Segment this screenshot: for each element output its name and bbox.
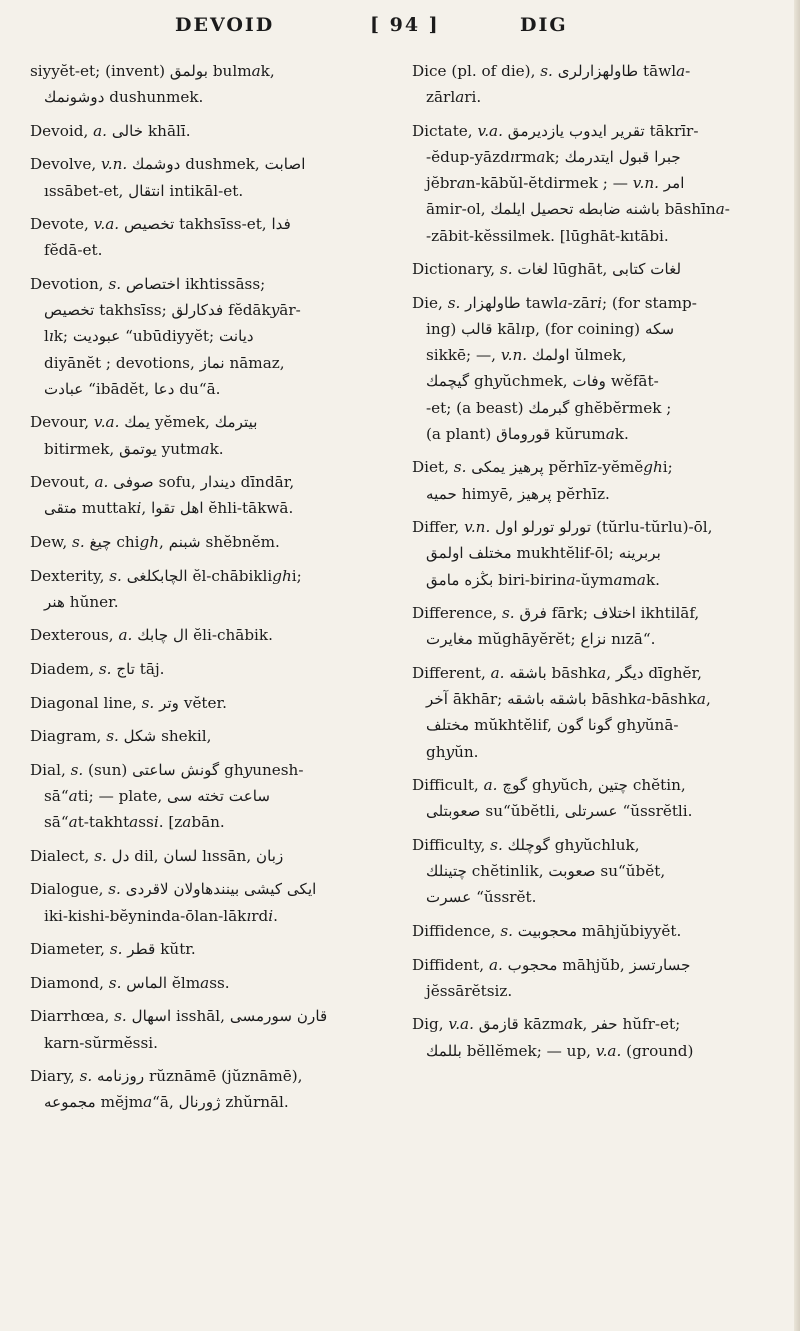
dictionary-entry [30, 970, 382, 996]
dictionary-entry [30, 469, 382, 521]
entry-continuation: مجموعه mĕjma“ā, ژورنال zhŭrnāl. [44, 1093, 289, 1112]
entry-line: Dialect, s. دل dil, لسان lıssān, زبان [30, 846, 284, 865]
entry-continuation: حميه himyē, پرهيز pĕrhīz. [426, 484, 610, 503]
entry-line: Diary, s. روزنامه rŭznāmē (jŭznāmē), [30, 1067, 303, 1086]
entry-line: Dial, s. (sun) گونش ساعتى ghyunesh- [30, 760, 304, 779]
dictionary-entry [30, 1063, 382, 1115]
entry-line: Devout, a. صوفى sofu, ديندار dīndār, [30, 473, 295, 492]
entry-line: Differ, v.n. تورلو تورلو اول (tŭrlu-tŭrlu)-ōl, [412, 518, 713, 537]
entry-continuation: بڭزه مامق biri-birina-ŭymamak. [426, 570, 661, 589]
left-column [30, 58, 382, 1317]
dictionary-entry [30, 876, 382, 928]
entry-continuation: ıssābet-et, انتقال intikāl-et. [44, 181, 244, 200]
entry-line: Diffidence, s. محجوبيت māhjŭbiyyĕt. [412, 922, 682, 940]
entry-continuation: -et; (a beast) گبرمك ghĕbĕrmek ; [426, 398, 672, 417]
entry-line: Devour, v.a. يمك yĕmek, بيترمك [30, 413, 258, 432]
dictionary-entry [30, 757, 382, 836]
dictionary-entry [30, 529, 382, 555]
entry-continuation: تخصيص takhsīss; فدكارلق fĕdākyār- [44, 301, 301, 320]
dictionary-entry [30, 656, 382, 682]
dictionary-entry [30, 409, 382, 461]
entry-line: Diffident, a. محجوب māhjŭb, جسارتسز [412, 955, 691, 974]
entry-line: Dice (pl. of die), s. طاولهزارلرى tāwla- [412, 62, 691, 80]
entry-continuation: گيچمك ghyŭchmek, وفات wĕfāt- [426, 372, 659, 391]
entry-line: Diamond, s. الماس ĕlmass. [30, 973, 230, 992]
entry-continuation: -zābit-kĕssilmek. [lūghāt-kıtābi. [426, 226, 669, 245]
entry-line: Diagram, s. شكل shekil, [30, 727, 212, 746]
running-head-right: DIG [520, 14, 568, 36]
entry-line: Difference, s. فرق fārk; اختلاف ikhtilāf, [412, 604, 700, 623]
entry-continuation: متقى muttaki, اهل تقوا ĕhli-tākwā. [44, 499, 294, 518]
entry-continuation: عسرت “ŭssrĕt. [426, 888, 537, 907]
page-number: [ 94 ] [370, 14, 440, 36]
entry-line: Devote, v.a. تخصيص takhsīss-et, فدا [30, 215, 291, 234]
dictionary-entry [30, 563, 382, 615]
entry-line: siyyĕt-et; (invent) بولمق bulmak, [30, 62, 275, 80]
entry-continuation: sā“at-takhtassi. [zabān. [44, 813, 225, 832]
dictionary-entry [30, 843, 382, 869]
dictionary-entry [30, 622, 382, 648]
dictionary-entry [30, 58, 382, 110]
entry-line: Dictate, v.a. تقرير ايدوب يازديرمق tākrīr- [412, 121, 699, 140]
entry-continuation: bitirmek, يوتمق yutmak. [44, 439, 224, 458]
dictionary-entry [412, 1011, 784, 1063]
entry-line: Dialogue, s. ايكى كيشى بينندهاولان لاقردى [30, 880, 317, 899]
dictionary-entry [412, 454, 784, 506]
dictionary-entry [412, 256, 784, 282]
dictionary-entry [412, 952, 784, 1004]
entry-continuation: مختلف اولمق mukhtĕlif-ōl; بربرينه [426, 544, 661, 563]
dictionary-entry [30, 723, 382, 749]
entry-continuation: āmir-ol, باشنه ضابطه تحصيل ايلمك bāshīna- [426, 200, 730, 219]
entry-continuation: چتينلك chĕtinlik, صعوبت su“ŭbĕt, [426, 862, 666, 881]
dictionary-entry [412, 918, 784, 944]
entry-line: Dexterity, s. الچابكلغى ĕl-chābiklighi; [30, 566, 302, 585]
entry-continuation: آخر ākhār; باشقه باشقه bāshka-bāshka, [426, 690, 711, 709]
entry-continuation: ing) قالب kālıp, (for coining) سكه [426, 320, 675, 338]
dictionary-entry [30, 690, 382, 716]
entry-continuation: karn-sŭrmĕssi. [44, 1033, 158, 1052]
entry-line: Diadem, s. تاج tāj. [30, 659, 165, 678]
entry-line: Difficulty, s. گوچلك ghyŭchluk, [412, 836, 640, 854]
entry-continuation: sā“ati; — plate, ساعت تخته سى [44, 786, 271, 805]
entry-continuation: lık; عبوديت “ubūdiyyĕt; ديانت [44, 327, 254, 346]
entry-line: Diarrhœa, s. اسهال isshāl, قارن سورمسى [30, 1007, 328, 1026]
entry-line: Devoid, a. خالى khālī. [30, 121, 191, 140]
entry-continuation: صعوبتلى su“ŭbĕtli, عسرتلى “ŭssrĕtli. [426, 802, 693, 821]
entry-continuation: هنر hŭner. [44, 592, 119, 611]
dictionary-entry [412, 660, 784, 765]
entry-continuation: ghyŭn. [426, 742, 479, 761]
entry-continuation: diyānĕt ; devotions, نماز nāmaz, [44, 353, 285, 372]
entry-line: Dig, v.a. قازمق kāzmak, حفر hŭfr-et; [412, 1015, 681, 1034]
entry-continuation: sikkē; —, v.n. اولمك ŭlmek, [426, 346, 627, 365]
running-head-left: DEVOID [175, 14, 275, 36]
page-edge [794, 0, 800, 1331]
entry-continuation: fĕdā-et. [44, 241, 103, 260]
page-header [0, 8, 800, 48]
dictionary-entry [412, 290, 784, 447]
entry-continuation: مختلف mŭkhtĕlif, گونا گون ghyŭnā- [426, 716, 679, 735]
entry-continuation: عبادت “ibādĕt, دعا du“ā. [44, 379, 221, 398]
entry-continuation: مغايرت mŭghāyĕrĕt; نزاع nızā“. [426, 630, 656, 649]
dictionary-entry [412, 832, 784, 911]
entry-line: Die, s. طاولهزار tawla-zāri; (for stamp- [412, 293, 697, 312]
dictionary-entry [412, 118, 784, 249]
entry-line: Dexterous, a. ال چابك ĕli-chābik. [30, 626, 273, 645]
entry-line: Dew, s. چيغ chigh, شبنم shĕbnĕm. [30, 532, 280, 551]
entry-continuation: دوشونمك dushunmek. [44, 88, 204, 107]
entry-continuation: -ĕdup-yāzdırmak; جبرا قبول ايتدرمك [426, 148, 681, 166]
dictionary-entry [412, 600, 784, 652]
dictionary-entry [30, 211, 382, 263]
dictionary-entry [412, 772, 784, 824]
entry-line: Different, a. باشقه bāshka, ديگر dīghĕr, [412, 664, 702, 682]
entry-continuation: iki-kishi-bĕyninda-ōlan-lākırdi. [44, 906, 278, 925]
entry-continuation: بللمك bĕllĕmek; — up, v.a. (ground) [426, 1041, 694, 1060]
entry-line: Diameter, s. قطر kŭtr. [30, 940, 196, 959]
dictionary-entry [30, 936, 382, 962]
entry-line: Diet, s. پرهيز يمكى pĕrhīz-yĕmĕghi; [412, 458, 673, 477]
entry-line: Diagonal line, s. وتر vĕter. [30, 693, 227, 712]
dictionary-entry [30, 1003, 382, 1055]
dictionary-entry [412, 58, 784, 110]
dictionary-entry [30, 118, 382, 144]
entry-continuation: jĕbran-kābŭl-ĕtdirmek ; — v.n. امر [426, 174, 685, 193]
entry-continuation: zārlari. [426, 88, 482, 107]
entry-line: Difficult, a. گوچ ghyŭch, چتين chĕtin, [412, 776, 686, 795]
entry-line: Devotion, s. اختصاص ikhtissāss; [30, 274, 266, 293]
entry-line: Devolve, v.n. دوشمك dushmek, اصابت [30, 155, 306, 174]
entry-continuation: jĕssārĕtsiz. [426, 981, 513, 1000]
entry-continuation: (a plant) قوروماق kŭrumak. [426, 424, 629, 443]
dictionary-entry [30, 271, 382, 402]
right-column [412, 58, 784, 1317]
dictionary-entry [412, 514, 784, 593]
entry-line: Dictionary, s. لغات lūghāt, لغات كتابى [412, 260, 682, 279]
dictionary-entry [30, 151, 382, 203]
